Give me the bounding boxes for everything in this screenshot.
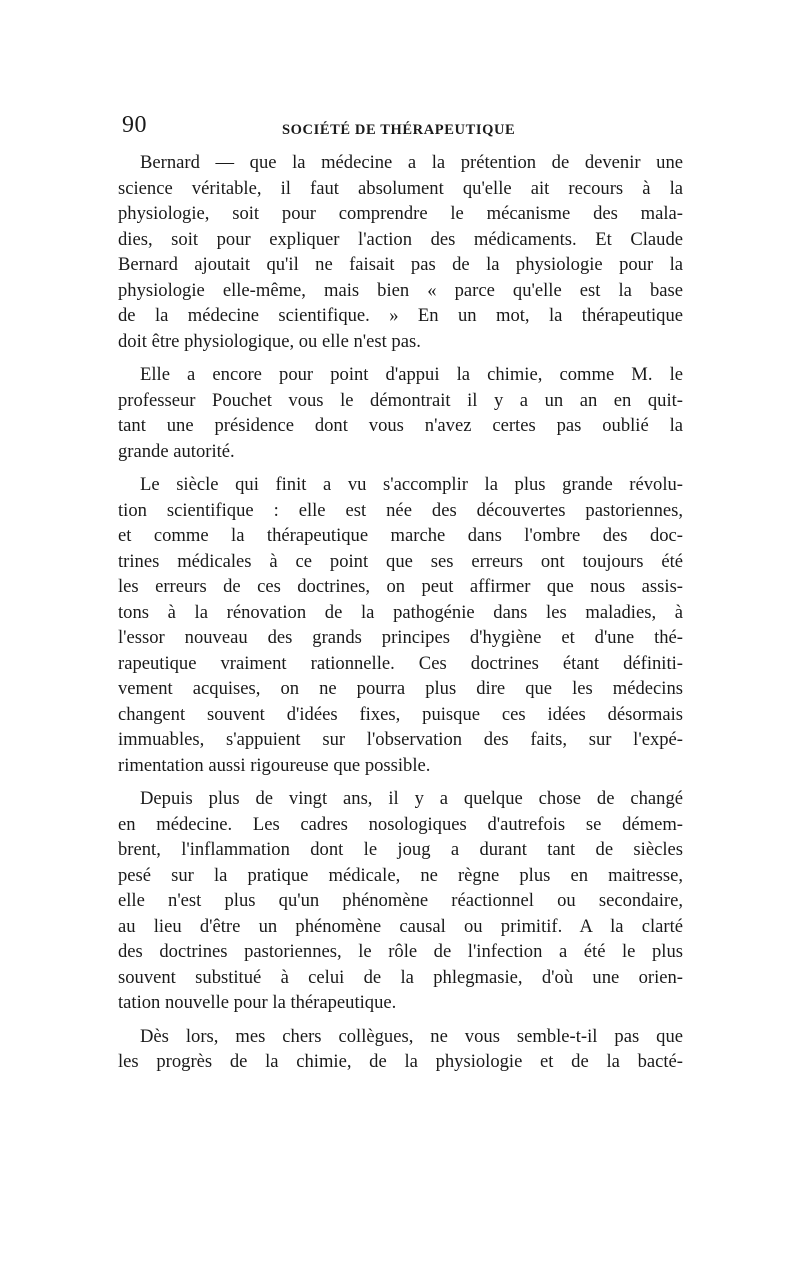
- text-line: vement acquises, on ne pourra plus dire que les médecins: [118, 678, 683, 699]
- text-line: rapeutique vraiment rationnelle. Ces doctrines étant définiti-: [118, 652, 683, 674]
- text-line: changent souvent d'idées fixes, puisque ces idées désormais: [118, 703, 683, 725]
- paragraph: [118, 1024, 683, 1075]
- text-line: Bernard — que la médecine a la prétention de devenir une: [140, 152, 683, 173]
- text-line: Dès lors, mes chers collègues, ne vous semble-t-il pas que: [140, 1025, 683, 1047]
- text-line: dies, soit pour expliquer l'action des médicaments. Et Claude: [118, 228, 683, 250]
- text-line: tation nouvelle pour la thérapeutique.: [118, 992, 397, 1013]
- text-line: Elle a encore pour point d'appui la chimie, comme M. le: [140, 364, 683, 385]
- text-line: les erreurs de ces doctrines, on peut affirmer que nous assis-: [118, 576, 683, 597]
- paragraph: [118, 786, 683, 1016]
- text-line: tion scientifique : elle est née des découvertes pastoriennes,: [118, 499, 683, 521]
- text-line: brent, l'inflammation dont le joug a durant tant de siècles: [118, 839, 683, 860]
- running-title: SOCIÉTÉ DE THÉRAPEUTIQUE: [282, 122, 516, 138]
- text-line: doit être physiologique, ou elle n'est pas.: [118, 330, 421, 352]
- text-line: professeur Pouchet vous le démontrait il y a un an en quit-: [118, 389, 683, 411]
- paragraph: [118, 362, 683, 464]
- text-line: science véritable, il faut absolument qu'elle ait recours à la: [118, 177, 683, 199]
- text-line: Depuis plus de vingt ans, il y a quelque chose de changé: [140, 788, 683, 809]
- body-text: [118, 150, 683, 1075]
- text-line: physiologie elle-même, mais bien « parce qu'elle est la base: [118, 279, 683, 301]
- page-number: 90: [122, 112, 147, 138]
- text-line: immuables, s'appuient sur l'observation des faits, sur l'expé-: [118, 729, 683, 750]
- text-line: Bernard ajoutait qu'il ne faisait pas de la physiologie pour la: [118, 254, 683, 275]
- text-line: tons à la rénovation de la pathogénie dans les maladies, à: [118, 601, 683, 623]
- text-line: tant une présidence dont vous n'avez certes pas oublié la: [118, 415, 683, 436]
- text-line: de la médecine scientifique. » En un mot, la thérapeutique: [118, 305, 683, 326]
- text-line: souvent substitué à celui de la phlegmasie, d'où une orien-: [118, 966, 683, 988]
- text-line: en médecine. Les cadres nosologiques d'autrefois se démem-: [118, 813, 683, 835]
- text-line: et comme la thérapeutique marche dans l'ombre des doc-: [118, 525, 683, 546]
- text-line: pesé sur la pratique médicale, ne règne plus en maitresse,: [118, 864, 683, 886]
- paragraph: [118, 472, 683, 778]
- text-line: physiologie, soit pour comprendre le mécanisme des mala-: [118, 203, 683, 224]
- text-line: les progrès de la chimie, de la physiologie et de la bacté-: [118, 1051, 683, 1072]
- text-line: trines médicales à ce point que ses erreurs ont toujours été: [118, 550, 683, 572]
- paragraph: [118, 150, 683, 354]
- book-page: [118, 112, 683, 1083]
- text-line: au lieu d'être un phénomène causal ou primitif. A la clarté: [118, 915, 683, 937]
- text-line: rimentation aussi rigoureuse que possible.: [118, 754, 431, 776]
- page-header: [118, 112, 683, 150]
- text-line: Le siècle qui finit a vu s'accomplir la plus grande révolu-: [140, 474, 683, 495]
- text-line: des doctrines pastoriennes, le rôle de l'infection a été le plus: [118, 941, 683, 962]
- text-line: grande autorité.: [118, 440, 235, 462]
- text-line: l'essor nouveau des grands principes d'hygiène et d'une thé-: [118, 627, 683, 648]
- text-line: elle n'est plus qu'un phénomène réactionnel ou secondaire,: [118, 890, 683, 911]
